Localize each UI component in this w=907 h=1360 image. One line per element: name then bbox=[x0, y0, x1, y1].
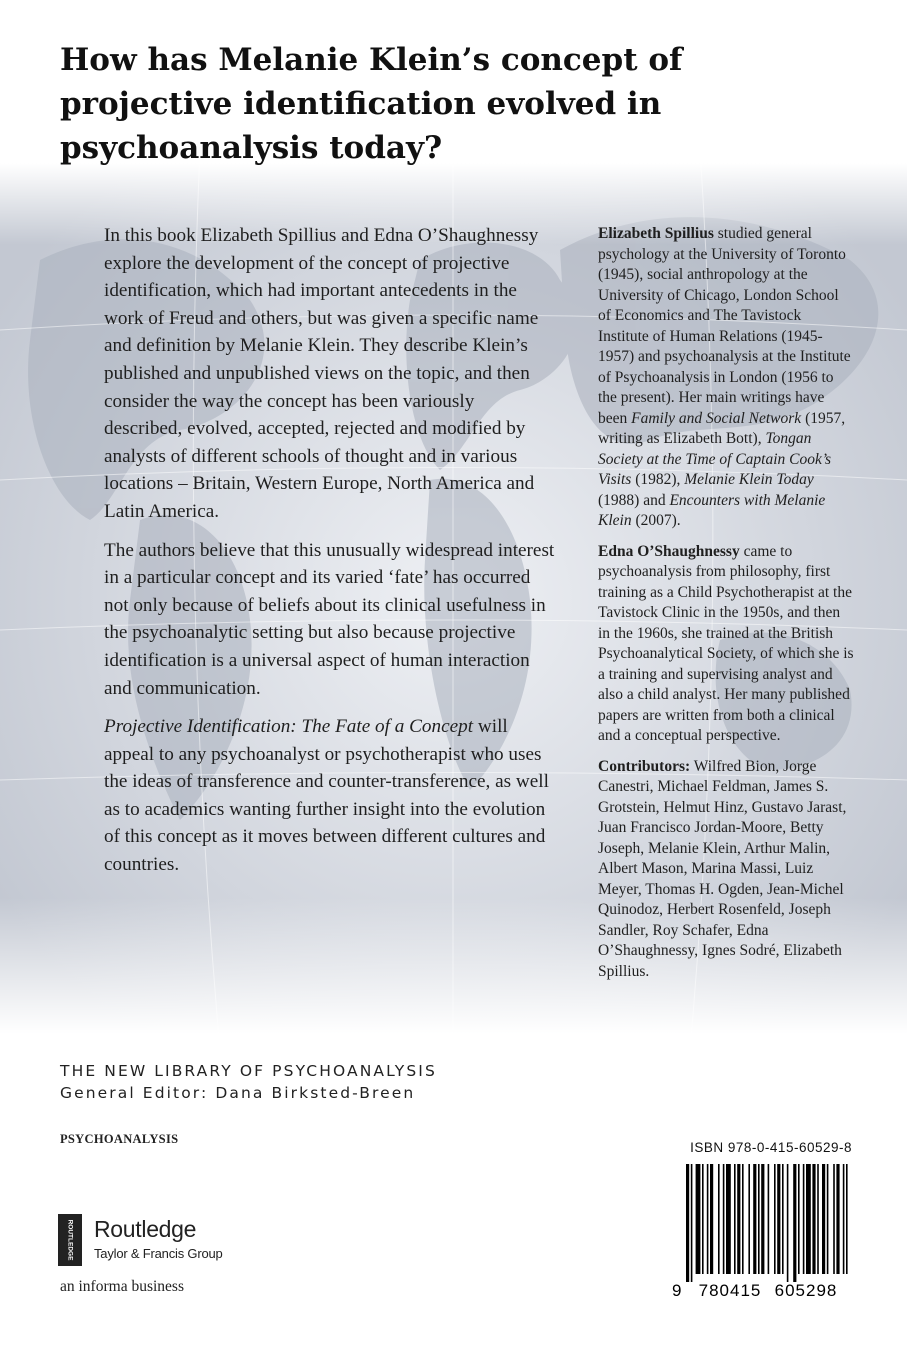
barcode-bar bbox=[702, 1164, 704, 1274]
work-title: Melanie Klein Today bbox=[684, 471, 814, 488]
book-blurb bbox=[104, 222, 556, 890]
barcode-bar bbox=[833, 1164, 835, 1274]
barcode-bar bbox=[691, 1164, 693, 1282]
contributors-list: Wilfred Bion, Jorge Canestri, Michael Feldman, James S. Grotstein, Helmut Hinz, Gustavo Jarast, Juan Francisco Jordan-Moore, Betty Joseph, Melanie Klein, Arthur Malin, Albert Mason, Marina Massi, Luiz Meyer, Thomas H. Ogden, Jean-Michel Quinodoz, Herbert Rosenfeld, Joseph Sandler, Roy Schafer, Edna O’Shaughnessy, Ignes Sodré, Elizabeth Spillius. bbox=[598, 757, 847, 980]
author-name-spillius: Elizabeth Spillius bbox=[598, 225, 714, 242]
barcode-bar bbox=[827, 1164, 829, 1274]
bio-spillius-text: (1982), bbox=[631, 471, 685, 488]
barcode-bar bbox=[742, 1164, 744, 1274]
routledge-logo-icon bbox=[58, 1214, 82, 1266]
author-name-oshaughnessy: Edna O’Shaughnessy bbox=[598, 542, 740, 560]
barcode-bar bbox=[710, 1164, 713, 1274]
publisher-group: Taylor & Francis Group bbox=[94, 1246, 223, 1261]
bio-oshaughnessy-text: came to psychoanalysis from philosophy, first training as a Child Psychotherapist at the Tavistock Clinic in the 1950s, and then in the 1960s, she trained at the British Psychoanalytical Society, of which she is a training and supervising analyst and also a child analyst. Her many published papers are written from both a clinical and a conceptual perspective. bbox=[598, 542, 854, 744]
barcode-bar bbox=[734, 1164, 736, 1274]
bio-spillius-text: (1957, writing as Elizabeth Bott), bbox=[598, 409, 846, 447]
blurb-paragraph-3 bbox=[104, 713, 556, 879]
work-title: Family and Social Network bbox=[631, 409, 802, 427]
barcode-bar bbox=[696, 1164, 701, 1274]
barcode-bar bbox=[768, 1164, 770, 1274]
barcode-bar bbox=[803, 1164, 805, 1274]
series-editor: General Editor: Dana Birksted-Breen bbox=[60, 1084, 416, 1102]
barcode-bar bbox=[812, 1164, 815, 1274]
barcode-bar bbox=[707, 1164, 709, 1274]
blurb-paragraph-2: The authors believe that this unusually widespread interest in a particular concept and its varied ‘fate’ has occurred not only because of beliefs about its clinical usefulness in the psychoanalytic setting but also because projective identification is a universal aspect of human interaction and communication. bbox=[104, 539, 555, 699]
work-title: Tongan Society at the Time of Captain Cook’s Visits bbox=[598, 430, 832, 488]
barcode-bar bbox=[817, 1164, 819, 1274]
barcode-bar bbox=[718, 1164, 720, 1274]
barcode-bar bbox=[822, 1164, 825, 1274]
bio-spillius-text: (1988) and bbox=[598, 491, 670, 509]
bio-oshaughnessy bbox=[598, 542, 854, 747]
barcode-bar bbox=[846, 1164, 848, 1274]
barcode-bar bbox=[782, 1164, 784, 1274]
barcode-bar bbox=[843, 1164, 845, 1274]
subject-category: PSYCHOANALYSIS bbox=[60, 1132, 179, 1146]
barcode-digits-left: 780415 bbox=[698, 1281, 762, 1300]
isbn-label: ISBN 978-0-415-60529-8 bbox=[690, 1140, 852, 1155]
publisher-name: Routledge bbox=[94, 1216, 197, 1242]
series-info bbox=[60, 1060, 540, 1104]
bio-spillius-text: (2007). bbox=[631, 512, 681, 529]
barcode-bar bbox=[737, 1164, 740, 1274]
contributors-label: Contributors: bbox=[598, 757, 691, 775]
barcode-bar bbox=[748, 1164, 750, 1274]
barcode-bar bbox=[774, 1164, 776, 1274]
publisher-parent: an informa business bbox=[60, 1278, 184, 1295]
isbn-barcode bbox=[670, 1160, 852, 1300]
publisher-logo bbox=[58, 1212, 298, 1272]
barcode-bar bbox=[787, 1164, 789, 1282]
series-title: THE NEW LIBRARY OF PSYCHOANALYSIS bbox=[60, 1062, 437, 1080]
barcode-bar bbox=[686, 1164, 689, 1282]
author-bios bbox=[598, 224, 854, 992]
bio-spillius bbox=[598, 224, 854, 532]
barcode-bar bbox=[806, 1164, 811, 1274]
headline: How has Melanie Klein’s concept of projective identification evolved in psychoanalysis today? bbox=[60, 42, 683, 166]
barcode-digit-first: 9 bbox=[672, 1281, 682, 1300]
barcode-bar bbox=[758, 1164, 760, 1274]
barcode-bar bbox=[761, 1164, 764, 1274]
bio-spillius-text: studied general psychology at the University of Toronto (1945), social anthropology at the University of Chicago, London School of Economics and The Tavistock Institute of Human Relations (1945-1957) and psychoanalysis at the Institute of Psychoanalysis in London (1956 to the present). Her main writings have been bbox=[598, 225, 851, 427]
blurb-paragraph-3-text: will appeal to any psychoanalyst or psychotherapist who uses the ideas of transference and counter-transference, as well as to academics wanting further insight into the evolution of this concept as it moves between different cultures and countries. bbox=[104, 716, 549, 876]
barcode-bar bbox=[777, 1164, 780, 1274]
book-title: Projective Identification: The Fate of a Concept bbox=[104, 716, 474, 738]
barcode-bar bbox=[793, 1164, 796, 1282]
barcode-bar bbox=[798, 1164, 800, 1274]
work-title: Encounters with Melanie Klein bbox=[598, 491, 826, 529]
contributors bbox=[598, 757, 854, 983]
blurb-paragraph-1: In this book Elizabeth Spillius and Edna O’Shaughnessy explore the development of the concept of projective identification, which had important antecedents in the work of Freud and others, but was given a specific name and definition by Melanie Klein. They describe Klein’s published and unpublished views on the topic, and then consider the way the concept has been variously described, evolved, accepted, rejected and modified by analysts of different schools of thought and in various locations – Britain, Western Europe, North America and Latin America. bbox=[104, 225, 539, 522]
barcode-bar bbox=[726, 1164, 731, 1274]
barcode-bar bbox=[753, 1164, 756, 1274]
barcode-bar bbox=[836, 1164, 839, 1274]
barcode-bar bbox=[723, 1164, 725, 1274]
barcode-digits-right: 605298 bbox=[774, 1281, 838, 1300]
logo-mark-text: ROUTLEDGE bbox=[66, 1219, 74, 1261]
